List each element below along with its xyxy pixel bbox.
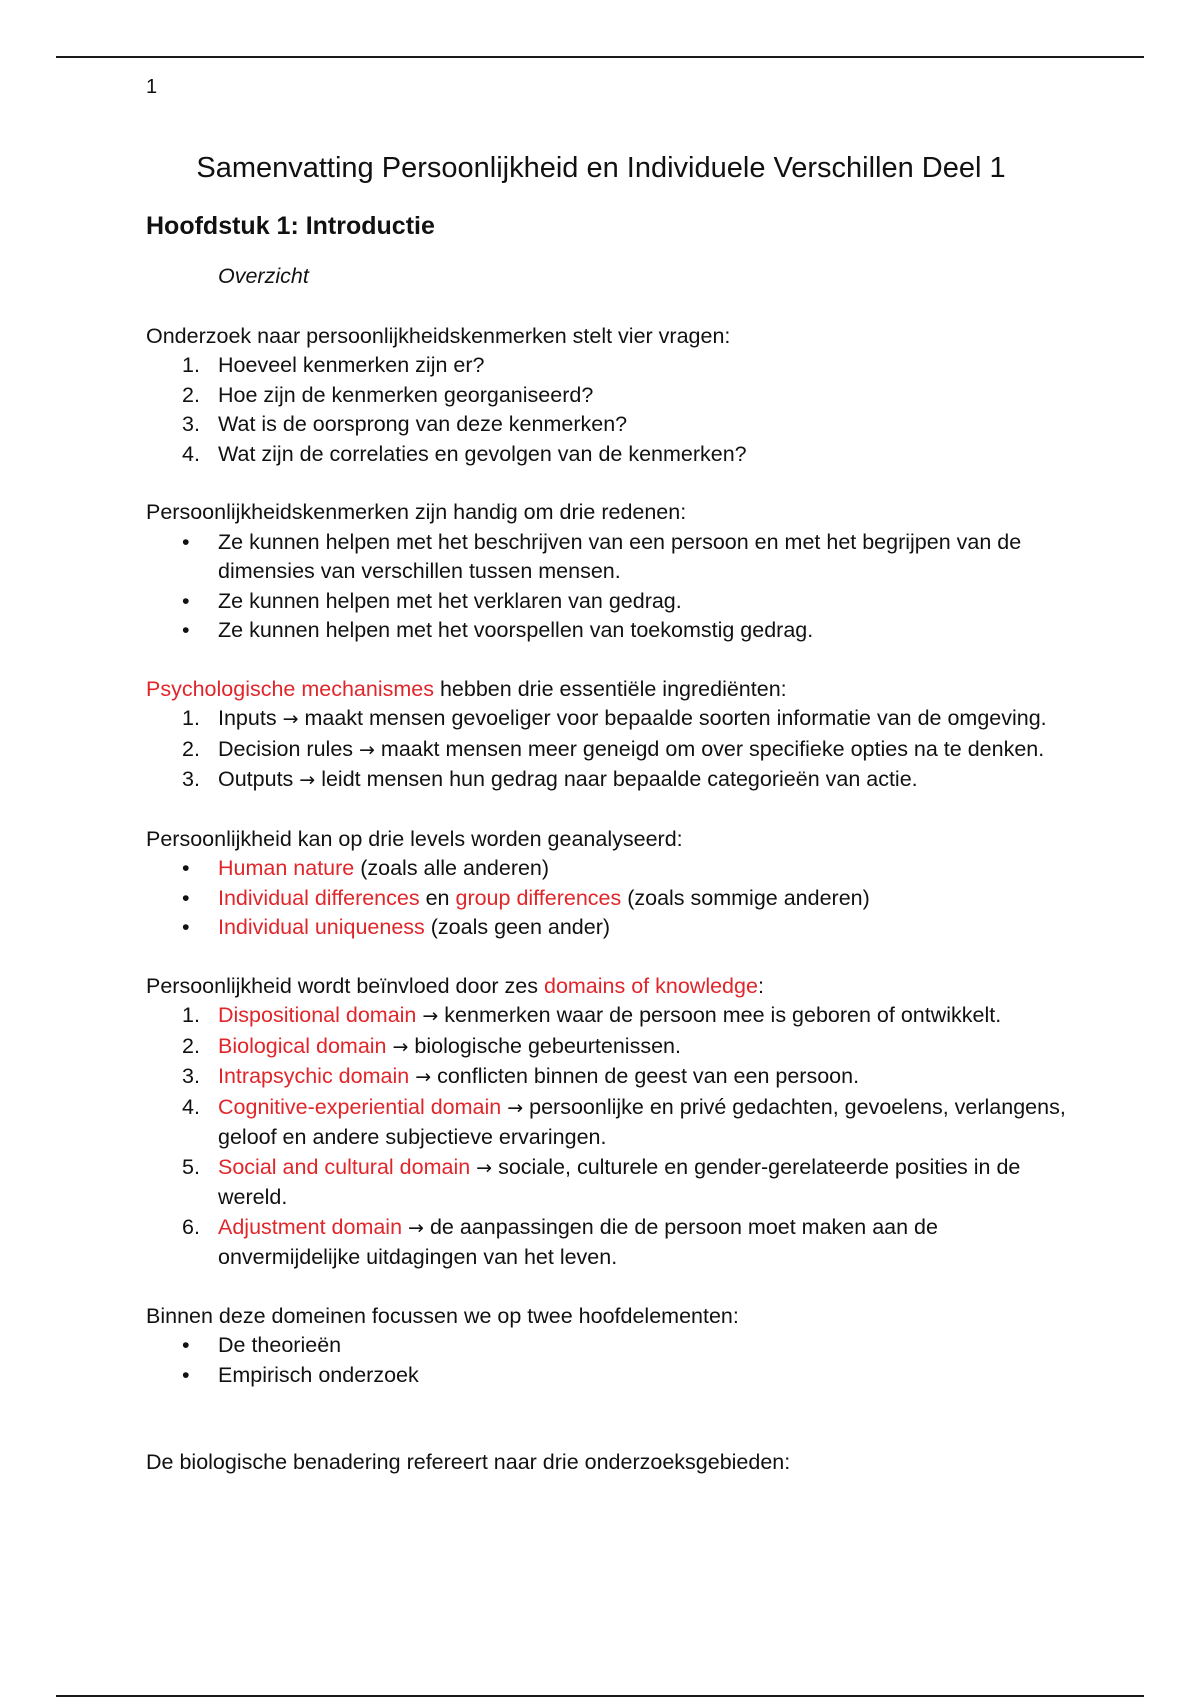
list-item: • Individual differences en group differences (zoals sommige anderen) [218,884,1066,914]
mechanisms-list [146,704,1066,796]
term-psychologische-mechanismes: Psychologische mechanismes [146,676,434,701]
questions-list [146,351,1066,469]
chapter-heading: Hoofdstuk 1: Introductie [146,212,435,240]
page-number: 1 [146,76,158,98]
list-item: Decision rules → maakt mensen meer geneigd om over specifieke opties na te denken. [218,736,1045,761]
list-item: Intrapsychic domain → conflicten binnen de geest van een persoon. [218,1064,860,1088]
list-item: Social and cultural domain → sociale, culturele en gender-gerelateerde posities in de wereld. [218,1154,1021,1209]
arrow-icon: → [408,1216,424,1239]
list-item: Dispositional domain → kenmerken waar de persoon mee is geboren of ontwikkelt. [218,1003,1002,1027]
arrow-icon: → [476,1156,493,1179]
list-item: Adjustment domain → de aanpassingen die de persoon moet maken aan de onvermijdelijke uitdagingen van het leven. [218,1214,938,1269]
list-item: Inputs → maakt mensen gevoeliger voor bepaalde soorten informatie van de omgeving. [218,706,1047,730]
paragraph-four-questions: Onderzoek naar persoonlijkheidskenmerken stelt vier vragen: [146,323,731,348]
arrow-icon: → [415,1066,432,1088]
domains-list [146,1001,1066,1273]
paragraph-mechanisms: Psychologische mechanismes hebben drie essentiële ingrediënten: [146,676,787,701]
list-item: Hoe zijn de kenmerken georganiseerd? [218,382,594,407]
reasons-list [146,528,1066,646]
document-title: Samenvatting Persoonlijkheid en Individuele Verschillen Deel 1 [196,152,1006,184]
list-item: • Ze kunnen helpen met het voorspellen van toekomstig gedrag. [218,616,1066,646]
list-item: Wat is de oorsprong van deze kenmerken? [218,412,628,436]
paragraph-biological-approach: De biologische benadering refereert naar drie onderzoeksgebieden: [146,1450,791,1474]
arrow-icon: → [422,1005,439,1027]
paragraph-main-elements: Binnen deze domeinen focussen we op twee hoofdelementen: [146,1303,739,1328]
arrow-icon: → [507,1096,524,1119]
arrow-icon: → [299,769,316,791]
list-item: • Individual uniqueness (zoals geen ander) [218,913,1066,943]
list-item: • Ze kunnen helpen met het beschrijven van een persoon en met het begrijpen van de dimensies van verschillen tussen mensen. [218,528,1066,587]
document-body [146,144,1066,1478]
list-item: Biological domain → biologische gebeurtenissen. [218,1033,681,1058]
list-item: • De theorieën [218,1331,1066,1361]
list-item: Cognitive-experiential domain → persoonlijke en privé gedachten, gevoelens, verlangens, geloof en andere subjectieve ervaringen. [218,1094,1066,1149]
header-rule [56,56,1144,58]
section-subheading: Overzicht [218,264,309,288]
paragraph-levels: Persoonlijkheid kan op drie levels worden geanalyseerd: [146,826,683,851]
list-item: • Ze kunnen helpen met het verklaren van gedrag. [218,587,1066,617]
arrow-icon: → [392,1035,409,1058]
elements-list [146,1331,1066,1390]
footer-rule [56,1695,1144,1697]
list-item: Hoeveel kenmerken zijn er? [218,353,485,377]
list-item: Wat zijn de correlaties en gevolgen van de kenmerken? [218,441,747,466]
list-item: • Human nature (zoals alle anderen) [218,854,1066,884]
levels-list [146,854,1066,943]
paragraph-three-reasons: Persoonlijkheidskenmerken zijn handig om drie redenen: [146,500,687,524]
paragraph-domains: Persoonlijkheid wordt beïnvloed door zes domains of knowledge: [146,973,764,998]
list-item: Outputs → leidt mensen hun gedrag naar bepaalde categorieën van actie. [218,767,918,791]
arrow-icon: → [359,738,375,761]
list-item: • Empirisch onderzoek [218,1361,1066,1391]
arrow-icon: → [282,708,299,730]
